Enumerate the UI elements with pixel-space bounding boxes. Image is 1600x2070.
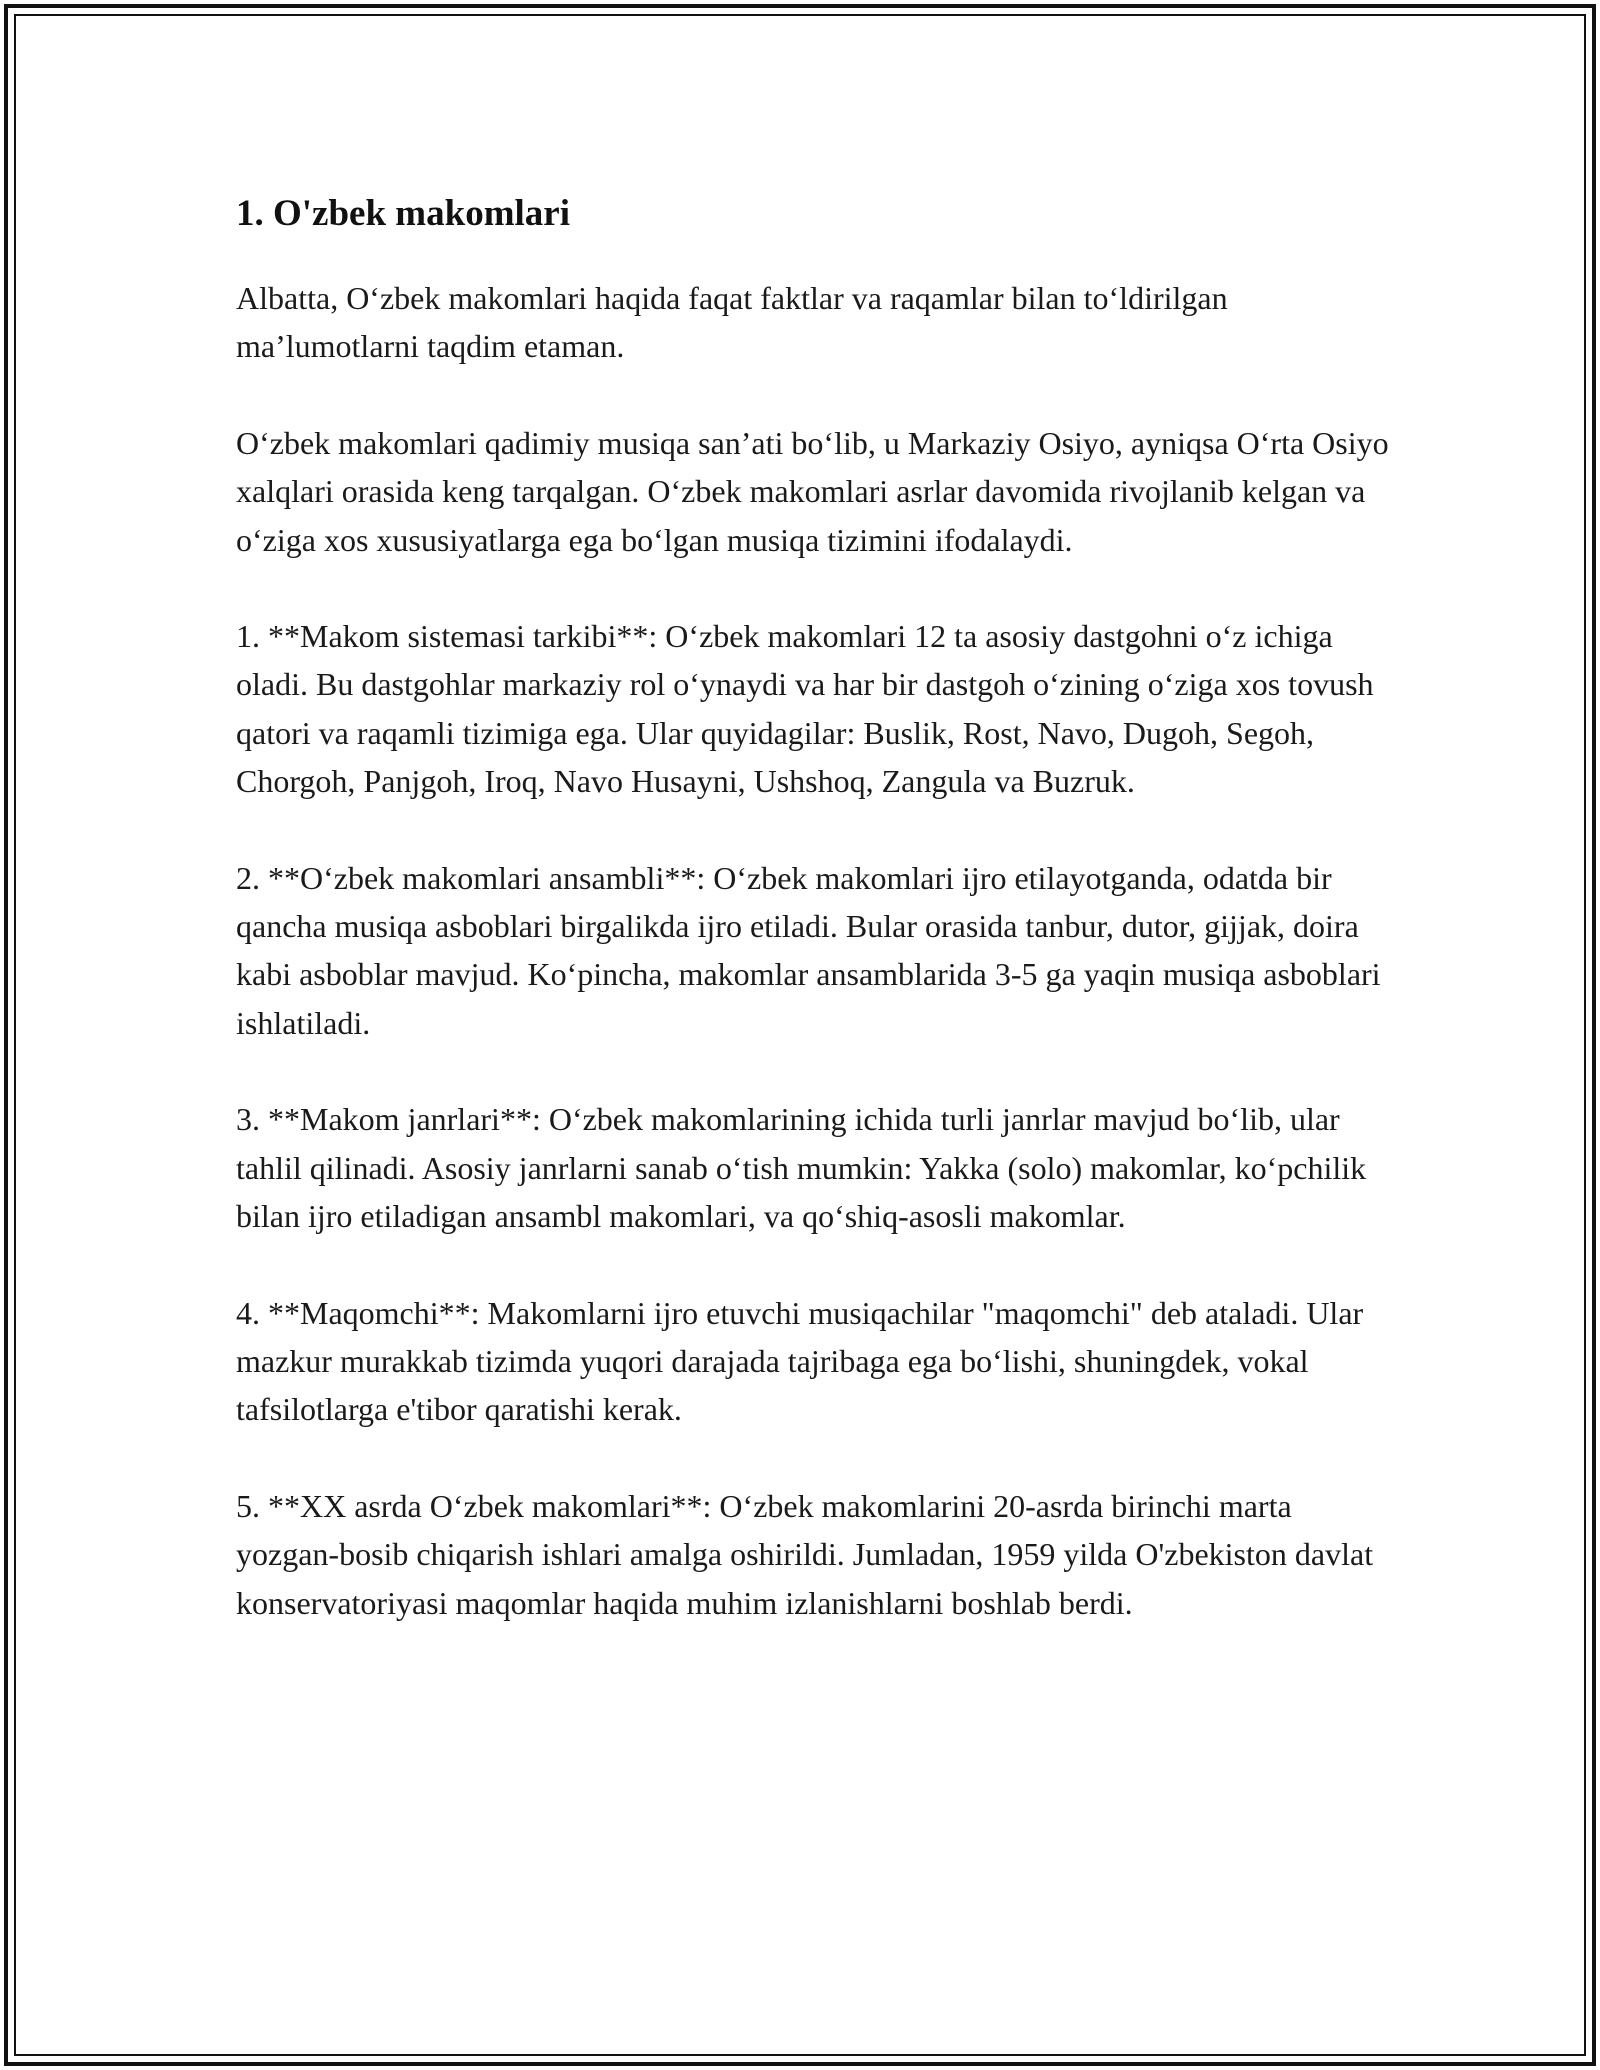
list-item-20th-century: 5. **XX asrda O‘zbek makomlari**: O‘zbek makomlarini 20-asrda birinchi marta yozgan-bosib chiqarish ishlari amalga oshirildi. Jumladan, 1959 yilda O'zbekiston davlat konservatoriyasi maqomlar haqida muhim izlanishlarni boshlab berdi. — [236, 1487, 1374, 1621]
list-item-maqomchi: 4. **Maqomchi**: Makomlarni ijro etuvchi musiqachilar "maqomchi" deb ataladi. Ular mazkur murakkab tizimda yuqori darajada tajribaga ega bo‘lishi, shuningdek, vokal tafsilotlarga e'tibor qaratishi kerak. — [236, 1294, 1364, 1428]
overview-paragraph: O‘zbek makomlari qadimiy musiqa san’ati bo‘lib, u Markaziy Osiyo, ayniqsa O‘rta Osiyo xalqlari orasida keng tarqalgan. O‘zbek makomlari asrlar davomida rivojlanib kelgan va o‘ziga xos xususiyatlarga ega bo‘lgan musiqa tizimini ifodalaydi. — [236, 424, 1389, 558]
list-item-makom-system: 1. **Makom sistemasi tarkibi**: O‘zbek makomlari 12 ta asosiy dastgohni o‘z ichiga oladi. Bu dastgohlar markaziy rol o‘ynaydi va har bir dastgoh o‘zining o‘ziga xos tovush qatori va raqamli tizimiga ega. Ular quyidagilar: Buslik, Rost, Navo, Dugoh, Segoh, Chorgoh, Panjgoh, Iroq, Navo Husayni, Ushshoq, Zangula va Buzruk. — [236, 618, 1374, 800]
list-item-ensemble: 2. **O‘zbek makomlari ansambli**: O‘zbek makomlari ijro etilayotganda, odatda bir qancha musiqa asboblari birgalikda ijro etiladi. Bular orasida tanbur, dutor, gijjak, doira kabi asboblar mavjud. Ko‘pincha, makomlar ansamblarida 3-5 ga yaqin musiqa asboblari ishlatiladi. — [236, 859, 1381, 1041]
document-body — [236, 184, 1396, 1675]
document-title: 1. O'zbek makomlari — [236, 193, 571, 234]
list-item-genres: 3. **Makom janrlari**: O‘zbek makomlarining ichida turli janrlar mavjud bo‘lib, ular tahlil qilinadi. Asosiy janrlarni sanab o‘tish mumkin: Yakka (solo) makomlar, ko‘pchilik bilan ijro etiladigan ansambl makomlari, va qo‘shiq-asosli makomlar. — [236, 1101, 1367, 1235]
intro-paragraph: Albatta, O‘zbek makomlari haqida faqat faktlar va raqamlar bilan to‘ldirilgan ma’lumotlarni taqdim etaman. — [236, 280, 1228, 365]
